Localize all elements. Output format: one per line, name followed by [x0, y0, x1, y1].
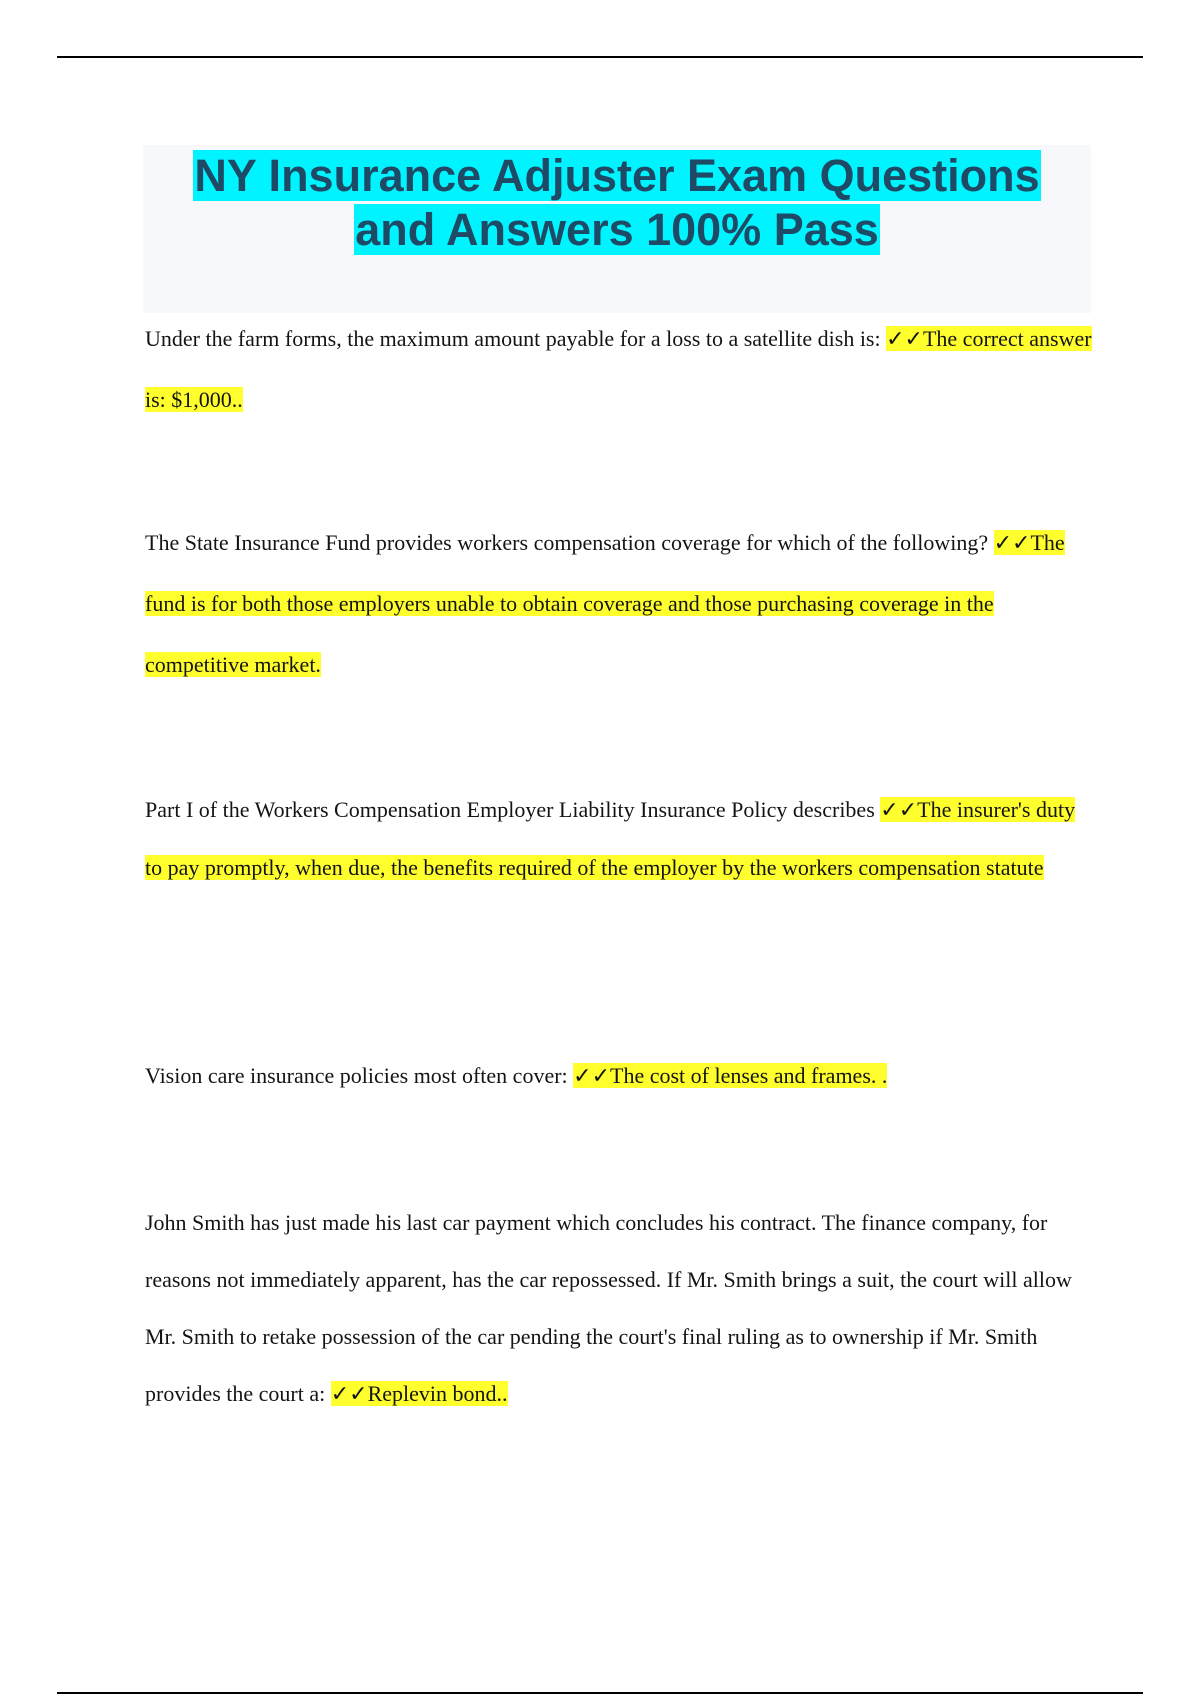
qa-item-5: [145, 1194, 1095, 1422]
answer-text: ✓✓The insurer's duty to pay promptly, when due, the benefits required of the employer by the workers compensation statute: [145, 797, 1076, 880]
answer-text: ✓✓The correct answer is: $1,000..: [145, 326, 1092, 412]
answer-text: ✓✓Replevin bond..: [330, 1381, 508, 1406]
qa-item-3: [145, 781, 1095, 897]
title-line-1: NY Insurance Adjuster Exam Questions: [194, 150, 1040, 201]
question-text: Under the farm forms, the maximum amount payable for a loss to a satellite dish is:: [145, 326, 887, 351]
answer-text: ✓✓The cost of lenses and frames. .: [573, 1063, 888, 1088]
top-rule: [57, 56, 1143, 58]
question-text: John Smith has just made his last car payment which concludes his contract. The finance company, for reasons not immediately apparent, has the car repossessed. If Mr. Smith brings a suit, the court will allow Mr. Smith to retake possession of the car pending the court's final ruling as to ownership if Mr. Smith provides the court a:: [145, 1210, 1072, 1406]
page-title: [143, 145, 1091, 257]
question-text: The State Insurance Fund provides workers compensation coverage for which of the following?: [145, 530, 994, 555]
qa-item-1: [145, 308, 1095, 430]
qa-item-2: [145, 512, 1095, 695]
bottom-rule: [57, 1692, 1143, 1694]
title-block: [143, 145, 1091, 313]
question-text: Part I of the Workers Compensation Employer Liability Insurance Policy describes: [145, 797, 881, 822]
answer-text: ✓✓The fund is for both those employers unable to obtain coverage and those purchasing coverage in the competitive market.: [145, 530, 1065, 677]
qa-item-4: [145, 1047, 1095, 1105]
question-text: Vision care insurance policies most often cover:: [145, 1063, 574, 1088]
title-line-2: and Answers 100% Pass: [355, 204, 879, 255]
